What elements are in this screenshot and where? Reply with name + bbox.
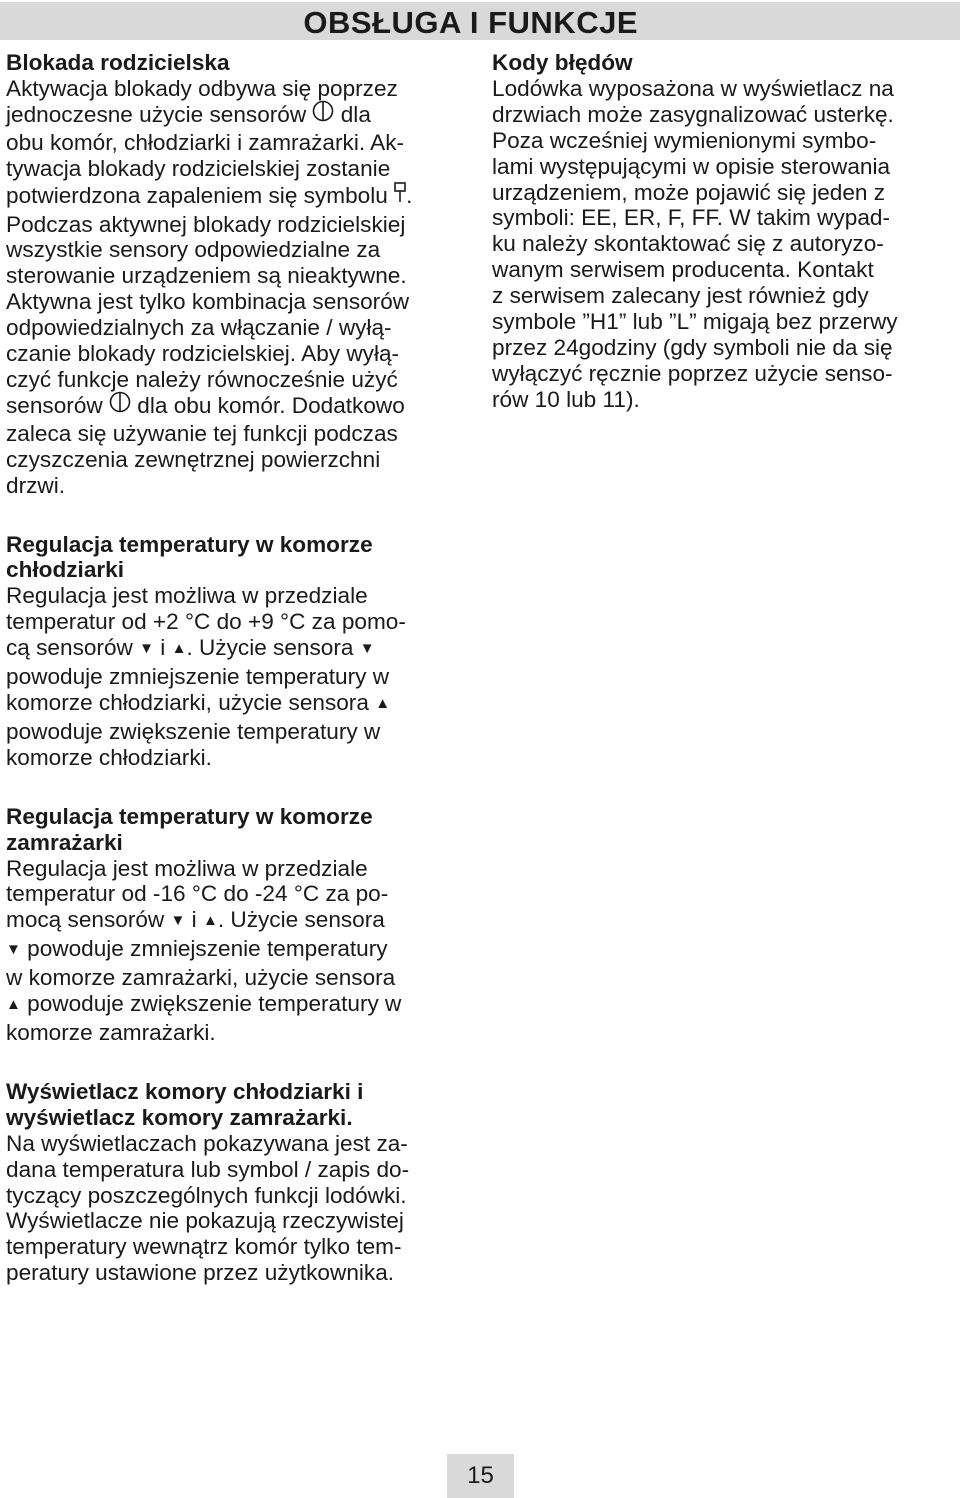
text-line: powoduje zmniejszenie temperatury w [6,664,390,690]
text-line [6,182,471,212]
power-button-icon [312,100,334,128]
text-line: obu komór, chłodziarki i zamrażarki. Ak- [6,129,405,155]
text-line: Aktywacja blokady odbywa się poprzez [6,75,398,101]
text-span: . Użycie sensora [186,635,354,661]
text-line [6,907,471,936]
text-line: urządzeniem, może pojawić się jeden z [492,179,886,205]
section-body [6,583,471,770]
text-line: drzwi. [6,472,65,498]
text-span: i [191,907,197,933]
text-span: potwierdzona zapaleniem się symbolu [6,182,388,208]
section-body [492,76,958,413]
text-line: symbole ”H1” lub ”L” migają bez przerwy [492,309,898,335]
down-triangle-icon: ▼ [359,640,375,658]
text-line: wyłączyć ręcznie poprzez użycie senso- [492,360,893,386]
text-line: Wyświetlacze nie pokazują rzeczywistej [6,1208,404,1234]
down-triangle-icon: ▼ [170,912,186,930]
section-body [6,856,471,1046]
text-line: dana temperatura lub symbol / zapis do- [6,1156,410,1182]
text-line: drzwiach może zasygnalizować usterkę. [492,101,894,127]
text-line: komorze zamrażarki. [6,1019,216,1045]
text-line: Lodówka wyposażona w wyświetlacz na [492,75,894,101]
down-triangle-icon: ▼ [6,941,21,959]
text-line: lami występującymi w opisie sterowania [492,153,891,179]
down-triangle-icon: ▼ [139,640,154,658]
text-span: dla obu komór. Dodatkowo [137,392,405,418]
page-number: 15 [467,1462,494,1489]
text-span: dla [340,101,371,127]
left-column [6,50,471,1319]
error-codes-section [492,50,958,413]
section-title [6,1079,471,1131]
parental-lock-section [6,50,471,499]
text-line: Regulacja jest możliwa w przedziale [6,855,368,881]
section-title [6,804,471,856]
text-line: z serwisem zalecany jest również gdy [492,283,869,309]
section-title: Kody błędów [492,50,633,75]
text-line [6,991,471,1020]
text-line: temperatur od -16 °C do -24 °C za po- [6,881,389,907]
text-line: Aktywna jest tylko kombinacja sensorów [6,289,410,315]
up-triangle-icon: ▲ [171,640,187,658]
text-line: Regulacja temperatury w komorze [6,531,373,557]
text-line [6,635,471,664]
section-title [6,532,471,584]
text-line: zaleca się używanie tej funkcji podczas [6,420,398,446]
text-line: wyświetlacz komory zamrażarki. [6,1104,353,1130]
text-line: Regulacja temperatury w komorze [6,803,373,829]
up-triangle-icon: ▲ [375,695,391,712]
text-line: powoduje zwiększenie temperatury w [6,718,381,744]
text-span: sensorów [6,392,103,418]
text-line: zamrażarki [6,829,123,855]
text-line: odpowiedzialnych za włączanie / wyłą- [6,315,392,341]
text-span: i [160,635,166,661]
lock-key-icon [394,180,406,210]
text-line [6,393,471,421]
section-body [6,76,471,499]
text-line: peratury ustawione przez użytkownika. [6,1260,395,1286]
text-line: Poza wcześniej wymienionymi symbo- [492,127,877,153]
text-line: Na wyświetlaczach pokazywana jest za- [6,1130,408,1156]
text-line: sterowanie urządzeniem są nieaktywne. [6,263,407,289]
text-line: czyszczenia zewnętrznej powierzchni [6,446,381,472]
text-line: Wyświetlacz komory chłodziarki i [6,1078,364,1104]
text-span: . [406,182,413,208]
text-span: jednoczesne użycie sensorów [6,101,307,127]
displays-section [6,1079,471,1286]
text-line: wszystkie sensory odpowiedzialne za [6,237,381,263]
text-line: Regulacja jest możliwa w przedziale [6,583,368,609]
text-line: czyć funkcje należy równocześnie użyć [6,366,398,392]
text-line: czanie blokady rodzicielskiej. Aby wyłą- [6,341,400,367]
text-span: cą sensorów [6,635,133,661]
text-line: ku należy skontaktować się z autoryzo- [492,231,884,257]
text-line: przez 24godziny (gdy symboli nie da się [492,334,893,360]
text-line: komorze chłodziarki. [6,744,212,770]
right-column [492,50,958,446]
text-line: chłodziarki [6,557,125,583]
text-line: temperatur od +2 °C do +9 °C za pomo- [6,609,406,635]
up-triangle-icon: ▲ [202,912,218,930]
section-body [6,1131,471,1286]
text-span: komorze chłodziarki, użycie sensora [6,690,369,715]
page-title: OBSŁUGA I FUNKCJE [303,5,638,40]
text-line: temperatury wewnątrz komór tylko tem- [6,1234,402,1260]
page-header [0,2,960,40]
text-span: powoduje zwiększenie temperatury w [27,991,402,1017]
page-footer [0,1454,960,1498]
text-line: w komorze zamrażarki, użycie sensora [6,965,396,991]
fridge-temperature-section [6,532,471,771]
text-span: mocą sensorów [6,907,165,933]
text-line [6,690,471,719]
text-line: tywacja blokady rodzicielskiej zostanie [6,155,391,181]
text-line: symboli: EE, ER, F, FF. W takim wypad- [492,205,890,231]
text-span: . Użycie sensora [217,907,385,933]
text-line [6,936,471,965]
text-line: Podczas aktywnej blokady rodzicielskiej [6,211,406,237]
up-triangle-icon: ▲ [6,996,21,1014]
text-line: wanym serwisem producenta. Kontakt [492,257,874,283]
text-span: powoduje zmniejszenie temperatury [27,936,388,962]
text-line [6,102,471,130]
power-button-icon [109,391,131,419]
text-line: rów 10 lub 11). [492,386,640,412]
text-line: tyczący poszczególnych funkcji lodówki. [6,1182,407,1208]
section-title: Blokada rodzicielska [6,50,230,75]
freezer-temperature-section [6,804,471,1046]
